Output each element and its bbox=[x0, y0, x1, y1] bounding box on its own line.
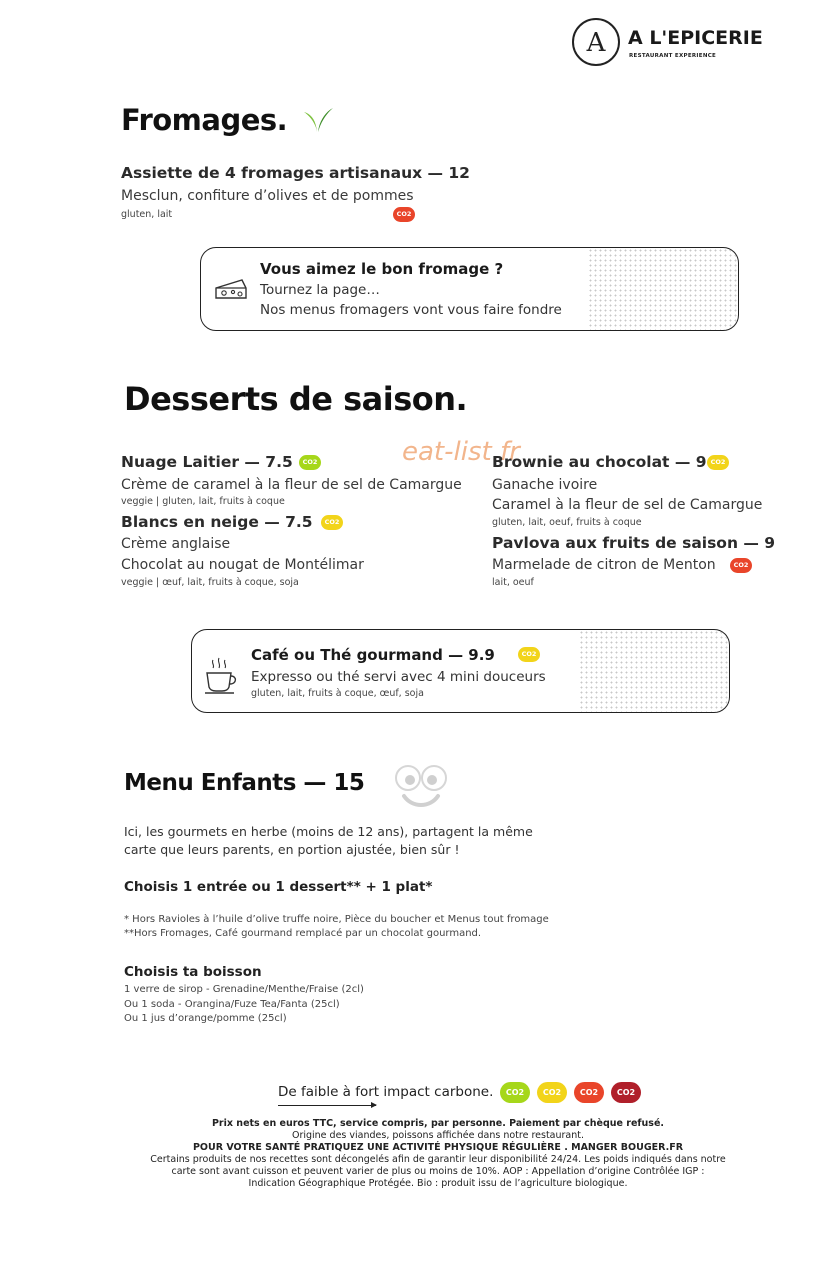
enfants-intro: carte que leurs parents, en portion ajustée, bien sûr ! bbox=[124, 842, 460, 857]
dish-description: Caramel à la fleur de sel de Camargue bbox=[492, 497, 763, 513]
co2-badge-orange: CO2 bbox=[730, 558, 752, 573]
co2-badge-orange: CO2 bbox=[393, 207, 415, 222]
drink-option: 1 verre de sirop - Grenadine/Menthe/Fraise (2cl) bbox=[124, 984, 364, 995]
co2-legend-text: De faible à fort impact carbone. bbox=[278, 1084, 494, 1100]
footer-prices: Prix nets en euros TTC, service compris, par personne. Paiement par chèque refusé. bbox=[211, 1118, 665, 1129]
co2-badge-green: CO2 bbox=[299, 455, 321, 470]
brand-logo-letter: A bbox=[586, 28, 606, 58]
dish-allergens: lait, oeuf bbox=[492, 577, 534, 588]
dish-title: Pavlova aux fruits de saison — 9 bbox=[492, 534, 776, 552]
enfants-intro: Ici, les gourmets en herbe (moins de 12 ans), partagent la même bbox=[124, 824, 533, 839]
co2-legend-orange: CO2 bbox=[574, 1082, 604, 1103]
promo-line: Tournez la page… bbox=[260, 282, 380, 298]
cafe-allergens: gluten, lait, fruits à coque, œuf, soja bbox=[251, 688, 424, 699]
co2-badge-yellow: CO2 bbox=[707, 455, 729, 470]
coffee-cup-icon bbox=[204, 657, 240, 695]
footer-legal: Certains produits de nos recettes sont décongelés afin de garantir leur disponibilité 24/24. Les poids indiqués dans notre bbox=[150, 1154, 726, 1165]
cafe-title: Café ou Thé gourmand — 9.9 bbox=[251, 646, 495, 664]
leaf-icon bbox=[302, 106, 334, 134]
dish-description: Crème anglaise bbox=[121, 536, 231, 552]
co2-legend-green: CO2 bbox=[500, 1082, 530, 1103]
co2-legend-red: CO2 bbox=[611, 1082, 641, 1103]
watermark: eat-list.fr bbox=[402, 437, 520, 467]
brand-tagline: RESTAURANT EXPERIENCE bbox=[629, 53, 717, 59]
dot-pattern bbox=[588, 248, 738, 330]
dish-allergens: gluten, lait bbox=[121, 209, 173, 220]
cafe-description: Expresso ou thé servi avec 4 mini douceurs bbox=[251, 669, 546, 685]
section-title-enfants: Menu Enfants — 15 bbox=[124, 770, 365, 796]
footer-legal: Indication Géographique Protégée. Bio : produit issu de l’agriculture biologique. bbox=[248, 1178, 628, 1189]
dish-description: Mesclun, confiture d’olives et de pommes bbox=[121, 188, 414, 204]
dish-title: Nuage Laitier — 7.5 bbox=[121, 453, 293, 471]
dish-allergens: gluten, lait, oeuf, fruits à coque bbox=[492, 517, 642, 528]
dot-pattern bbox=[579, 630, 729, 712]
dish-title: Assiette de 4 fromages artisanaux — 12 bbox=[121, 164, 470, 182]
smiley-face-icon bbox=[392, 760, 450, 812]
footer-origin: Origine des viandes, poissons affichée dans notre restaurant. bbox=[291, 1130, 585, 1141]
enfants-choice: Choisis 1 entrée ou 1 dessert** + 1 plat* bbox=[124, 879, 433, 895]
footer-legal: carte sont avant cuisson et peuvent varier de plus ou moins de 10%. AOP : Appellation d’origine Contrôlée IGP : bbox=[171, 1166, 705, 1177]
brand-logo bbox=[572, 18, 620, 66]
promo-line: Nos menus fromagers vont vous faire fondre bbox=[260, 302, 562, 318]
co2-legend-yellow: CO2 bbox=[537, 1082, 567, 1103]
enfants-note: * Hors Ravioles à l’huile d’olive truffe noire, Pièce du boucher et Menus tout fromage bbox=[124, 914, 549, 925]
co2-badge-yellow: CO2 bbox=[518, 647, 540, 662]
dish-description: Ganache ivoire bbox=[492, 477, 598, 493]
section-title-desserts: Desserts de saison. bbox=[124, 380, 468, 418]
enfants-note: **Hors Fromages, Café gourmand remplacé par un chocolat gourmand. bbox=[124, 928, 482, 939]
drink-option: Ou 1 jus d’orange/pomme (25cl) bbox=[124, 1013, 287, 1024]
dish-description: Crème de caramel à la fleur de sel de Camargue bbox=[121, 477, 462, 493]
dish-title: Blancs en neige — 7.5 bbox=[121, 513, 313, 531]
cheese-icon bbox=[214, 276, 248, 302]
dish-description: Marmelade de citron de Menton bbox=[492, 557, 716, 573]
dish-title: Brownie au chocolat — 9 bbox=[492, 453, 707, 471]
promo-title: Vous aimez le bon fromage ? bbox=[260, 260, 504, 278]
co2-badge-yellow: CO2 bbox=[321, 515, 343, 530]
dish-description: Chocolat au nougat de Montélimar bbox=[121, 557, 364, 573]
arrow-right-icon bbox=[278, 1105, 376, 1106]
drink-option: Ou 1 soda - Orangina/Fuze Tea/Fanta (25cl) bbox=[124, 999, 340, 1010]
footer-health: POUR VOTRE SANTÉ PRATIQUEZ UNE ACTIVITÉ PHYSIQUE RÉGULIÈRE . MANGER BOUGER.FR bbox=[192, 1142, 684, 1153]
dish-allergens: veggie | œuf, lait, fruits à coque, soja bbox=[121, 577, 299, 588]
drink-title: Choisis ta boisson bbox=[124, 964, 262, 980]
brand-name: A L'EPICERIE bbox=[628, 27, 763, 49]
section-title-fromages: Fromages. bbox=[121, 103, 288, 137]
dish-allergens: veggie | gluten, lait, fruits à coque bbox=[121, 496, 285, 507]
